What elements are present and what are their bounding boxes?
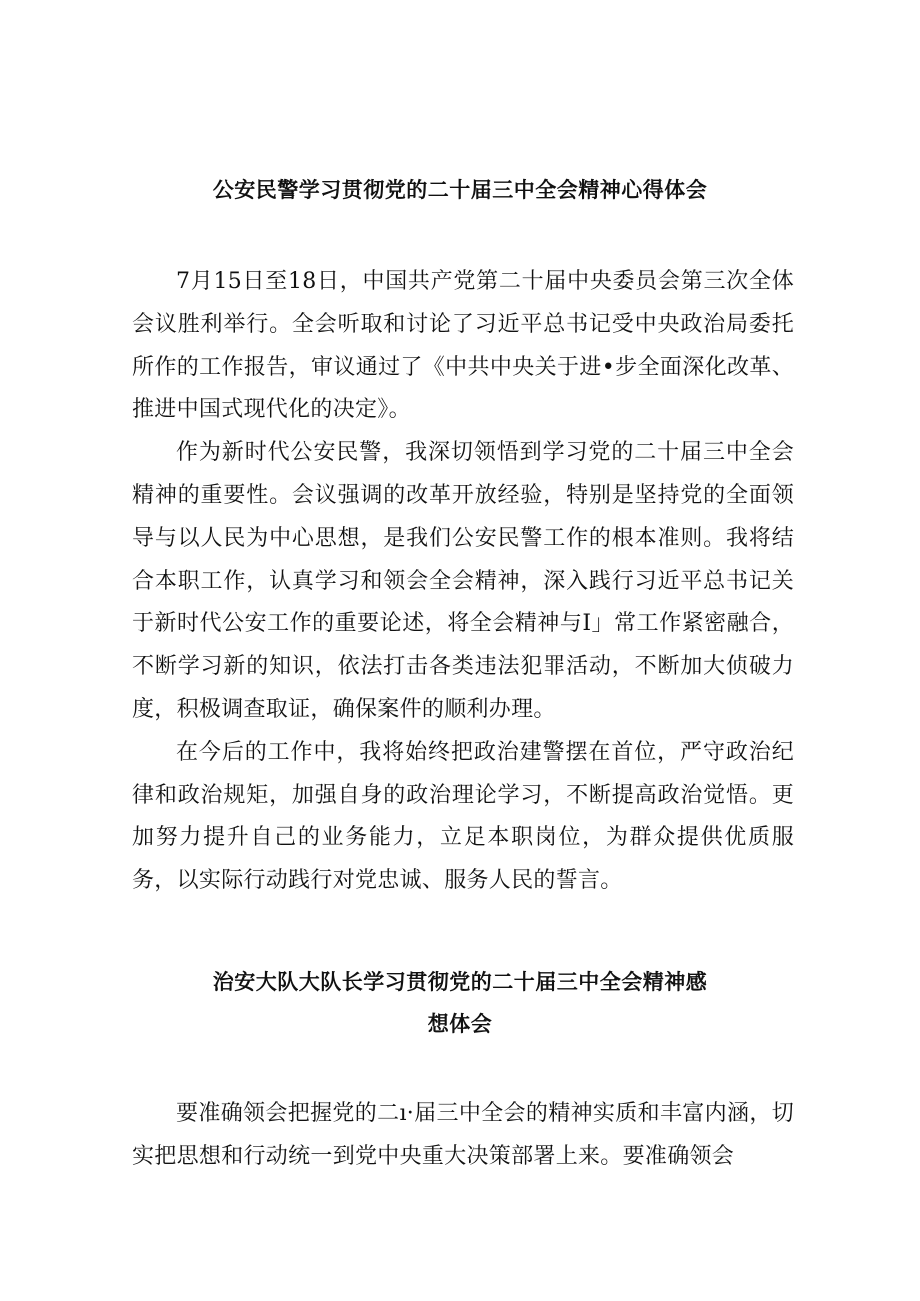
article-1-paragraph-3: 在今后的工作中，我将始终把政治建警摆在首位，严守政治纪律和政治规矩，加强自身的政治理论学习，不断提高政治觉悟。更加努力提升自己的业务能力，立足本职岗位，为群众提供优质服务，以实际行动践行对党忠诚、服务人民的誓言。 [132, 739, 794, 894]
article-2-title [130, 961, 790, 1045]
article-2-paragraph-1: 要准确领会把握党的二ı·届三中全会的精神实质和丰富内涵，切实把思想和行动统一到党中央重大决策部署上来。要准确领会 [132, 1101, 794, 1169]
article-1-body [132, 261, 794, 903]
article-2-title-line-1: 治安大队大队长学习贯彻党的二十届三中全会精神感 [212, 970, 708, 994]
article-1-title: 公安民警学习贯彻党的二十届三中全会精神心得体会 [212, 178, 708, 202]
article-1-paragraph-1: 7月15日至18日，中国共产党第二十届中央委员会第三次全体会议胜利举行。全会听取和讨论了习近平总书记受中央政治局委托所作的工作报告，审议通过了《中共中央关于进•步全面深化改革、推进中国式现代化的决定》。 [132, 269, 794, 423]
article-2-title-line-2: 想体会 [427, 1012, 493, 1036]
article-1-paragraph-2: 作为新时代公安民警，我深切领悟到学习党的二十届三中全会精神的重要性。会议强调的改革开放经验，特别是坚持党的全面领导与以人民为中心思想，是我们公安民警工作的根本准则。我将结合本职工作，认真学习和领会全会精神，深入践行习近平总书记关于新时代公安工作的重要论述，将全会精神与I」常工作紧密融合，不断学习新的知识，依法打击各类违法犯罪活动，不断加大侦破力度，积极调查取证，确保案件的顺利办理。 [132, 440, 794, 722]
article-2-body [132, 1093, 794, 1179]
